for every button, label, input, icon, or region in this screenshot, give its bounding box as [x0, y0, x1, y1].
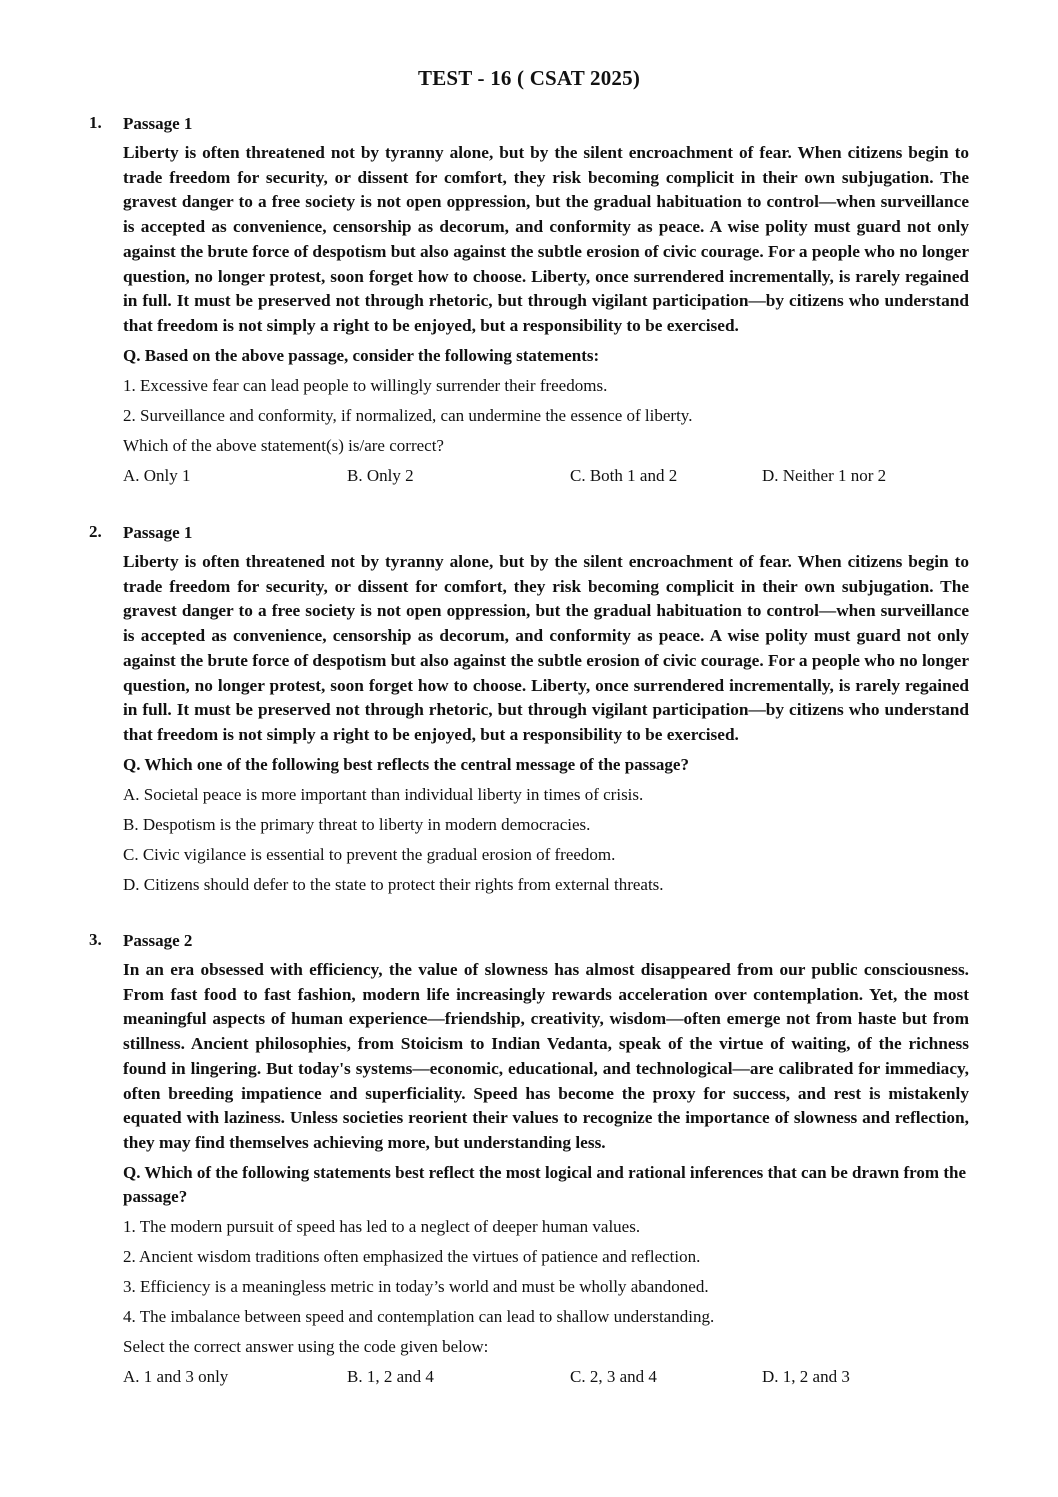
- option-b: B. 1, 2 and 4: [347, 1366, 434, 1386]
- question-prompt: Select the correct answer using the code given below:: [123, 1336, 489, 1356]
- question-stem: Q. Which one of the following best reflects the central message of the passage?: [123, 754, 689, 774]
- question-number: 3.: [89, 930, 102, 949]
- passage-label: Passage 2: [123, 931, 193, 950]
- passage-text: Liberty is often threatened not by tyranny alone, but by the silent encroachment of fear. When citizens begin to trade freedom for security, or dissent for comfort, they risk becoming complicit in their own subjugation. The gravest danger to a free society is not open oppression, but the gradual habituation to control—when surveillance is accepted as convenience, censorship as decorum, and conformity as peace. A wise polity must guard not only against the brute force of despotism but also against the subtle erosion of civic courage. For a people who no longer question, no longer protest, soon forget how to choose. Liberty, once surrendered incrementally, is rarely regained in full. It must be preserved not through rhetoric, but through vigilant participation—by citizens who understand that freedom is not simply a right to be enjoyed, but a responsibility to be exercised.: [123, 552, 969, 744]
- option-d: D. Citizens should defer to the state to protect their rights from external threats.: [123, 874, 664, 894]
- statement: 4. The imbalance between speed and contemplation can lead to shallow understanding.: [123, 1306, 715, 1326]
- option-a: A. 1 and 3 only: [123, 1366, 229, 1386]
- option-c: C. Civic vigilance is essential to prevent the gradual erosion of freedom.: [123, 844, 616, 864]
- option-a: A. Societal peace is more important than individual liberty in times of crisis.: [123, 784, 644, 804]
- question-stem: Q. Based on the above passage, consider the following statements:: [123, 345, 600, 365]
- option-d: D. Neither 1 nor 2: [762, 465, 887, 485]
- statement: 2. Ancient wisdom traditions often emphasized the virtues of patience and reflection.: [123, 1246, 701, 1266]
- question-number: 2.: [89, 522, 102, 541]
- option-c: C. Both 1 and 2: [570, 465, 678, 485]
- statement: 2. Surveillance and conformity, if normalized, can undermine the essence of liberty.: [123, 405, 693, 425]
- statement: 1. The modern pursuit of speed has led to a neglect of deeper human values.: [123, 1216, 641, 1236]
- passage-label: Passage 1: [123, 523, 193, 542]
- option-b: B. Only 2: [347, 465, 414, 485]
- option-a: A. Only 1: [123, 465, 191, 485]
- question-stem: Q. Which of the following statements best reflect the most logical and rational inferences that can be drawn from the passage?: [123, 1162, 966, 1206]
- question-number: 1.: [89, 113, 102, 132]
- statement: 1. Excessive fear can lead people to willingly surrender their freedoms.: [123, 375, 608, 395]
- options-row: [123, 464, 969, 494]
- question-prompt: Which of the above statement(s) is/are correct?: [123, 435, 444, 455]
- question-1: [89, 113, 969, 494]
- option-b: B. Despotism is the primary threat to liberty in modern democracies.: [123, 814, 591, 834]
- option-d: D. 1, 2 and 3: [762, 1366, 850, 1386]
- question-3: [89, 930, 969, 1395]
- passage-label: Passage 1: [123, 114, 193, 133]
- options-row: [123, 1365, 969, 1395]
- statement: 3. Efficiency is a meaningless metric in today’s world and must be wholly abandoned.: [123, 1276, 709, 1296]
- page-title: TEST - 16 ( CSAT 2025): [417, 66, 641, 90]
- passage-text: Liberty is often threatened not by tyranny alone, but by the silent encroachment of fear. When citizens begin to trade freedom for security, or dissent for comfort, they risk becoming complicit in their own subjugation. The gravest danger to a free society is not open oppression, but the gradual habituation to control—when surveillance is accepted as convenience, censorship as decorum, and conformity as peace. A wise polity must guard not only against the brute force of despotism but also against the subtle erosion of civic courage. For a people who no longer question, no longer protest, soon forget how to choose. Liberty, once surrendered incrementally, is rarely regained in full. It must be preserved not through rhetoric, but through vigilant participation—by citizens who understand that freedom is not simply a right to be enjoyed, but a responsibility to be exercised.: [123, 143, 969, 335]
- question-2: [89, 522, 969, 903]
- option-c: C. 2, 3 and 4: [570, 1366, 657, 1386]
- passage-text: In an era obsessed with efficiency, the value of slowness has almost disappeared from our public consciousness. From fast food to fast fashion, modern life increasingly rewards acceleration over contemplation. Yet, the most meaningful aspects of human experience—friendship, creativity, wisdom—often emerge not from haste but from stillness. Ancient philosophies, from Stoicism to Indian Vedanta, speak of the virtue of waiting, of the richness found in lingering. But today's systems—economic, educational, and technological—are calibrated for immediacy, often breeding impatience and superficiality. Speed has become the proxy for success, and rest is mistakenly equated with laziness. Unless societies reorient their values to recognize the importance of slowness and reflection, they may find themselves achieving more, but understanding less.: [123, 960, 969, 1152]
